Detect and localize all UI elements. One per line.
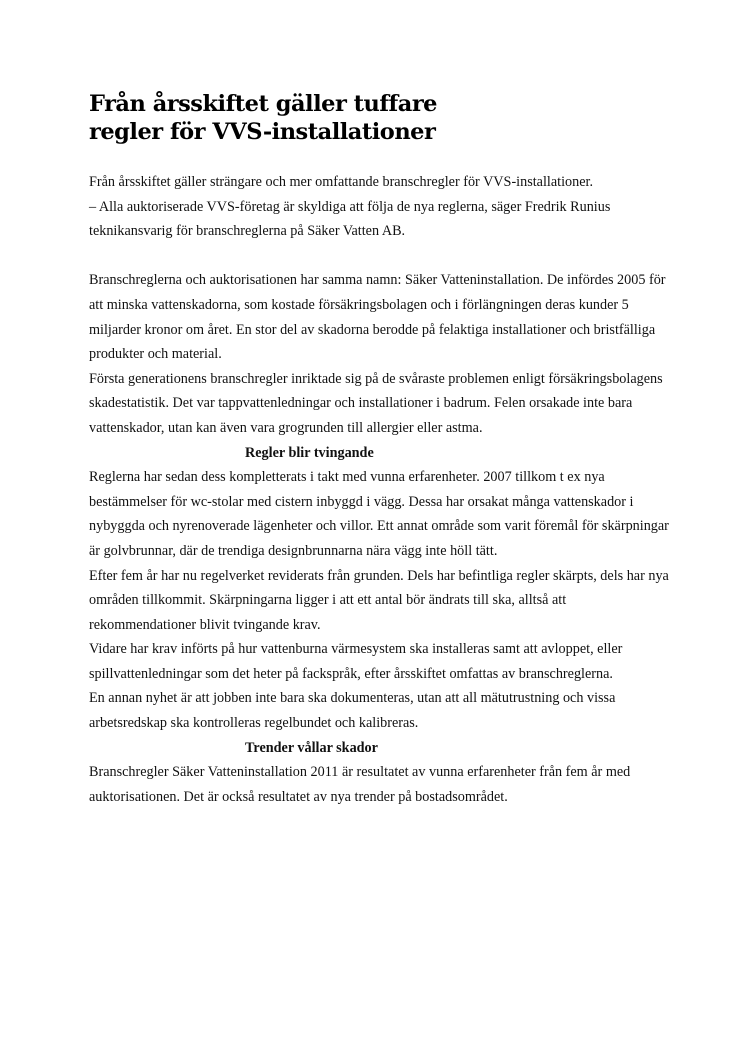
intro-paragraph-1: Från årsskiftet gäller strängare och mer omfattande branschregler för VVS-installationer. <box>89 174 594 190</box>
article-body <box>89 170 669 809</box>
article-title <box>89 90 669 146</box>
section1-paragraph-2: Första generationens branschregler inriktade sig på de svåraste problemen enligt försäkringsbolagens skadestatistik. Det var tappvattenledningar och installationer i badrum. Felen orsakade inte bara vattenskador, utan kan även vara grogrunden till allergier eller astma. <box>89 370 663 436</box>
document-page <box>89 90 669 809</box>
article-title-line-2: regler för VVS-installationer <box>89 119 436 145</box>
article-title-line-1: Från årsskiftet gäller tuffare <box>89 91 437 117</box>
section2-paragraph-2: Efter fem år har nu regelverket reviderats från grunden. Dels har befintliga regler skärpts, dels har nya områden tillkommit. Skärpningarna ligger i att ett antal bör ändrats till ska, alltså att rekommendationer blivit tvingande krav. <box>89 567 669 633</box>
section2-paragraph-4: En annan nyhet är att jobben inte bara ska dokumenteras, utan att all mätutrustning och vissa arbetsredskap ska kontrolleras regelbundet och kalibreras. <box>89 690 616 732</box>
subheading-trender-vallar-skador: Trender vållar skador <box>245 739 378 756</box>
section2-paragraph-3: Vidare har krav införts på hur vattenburna värmesystem ska installeras samt att avloppet, eller spillvattenledningar som det heter på fackspråk, efter årsskiftet omfattas av branschreglerna. <box>89 641 623 682</box>
intro-paragraph-2: – Alla auktoriserade VVS-företag är skyldiga att följa de nya reglerna, säger Fredrik Runius teknikansvarig för branschreglerna på Säker Vatten AB. <box>89 198 611 240</box>
paragraph-spacer <box>89 244 669 269</box>
section1-paragraph-1: Branschreglerna och auktorisationen har samma namn: Säker Vatteninstallation. De infördes 2005 för att minska vattenskadorna, som kostade försäkringsbolagen och i förlängningen deras kunder 5 miljarder kronor om året. En stor del av skadorna berodde på felaktiga installationer och bristfälliga produkter och material. <box>89 272 666 363</box>
section2-paragraph-1: Reglerna har sedan dess kompletterats i takt med vunna erfarenheter. 2007 tillkom t ex nya bestämmelser för wc-stolar med cistern inbyggd i vägg. Dessa har orsakat många vattenskador i nybyggda och nyrenoverade lägenheter och villor. Ett annat område som varit föremål för skärpningar är golvbrunnar, där de trendiga designbrunnarna nära vägg inte höll tätt. <box>89 469 669 559</box>
subheading-regler-blir-tvingande: Regler blir tvingande <box>245 444 374 461</box>
section3-paragraph-1: Branschregler Säker Vatteninstallation 2011 är resultatet av vunna erfarenheter från fem år med auktorisationen. Det är också resultatet av nya trender på bostadsområdet. <box>89 764 631 805</box>
